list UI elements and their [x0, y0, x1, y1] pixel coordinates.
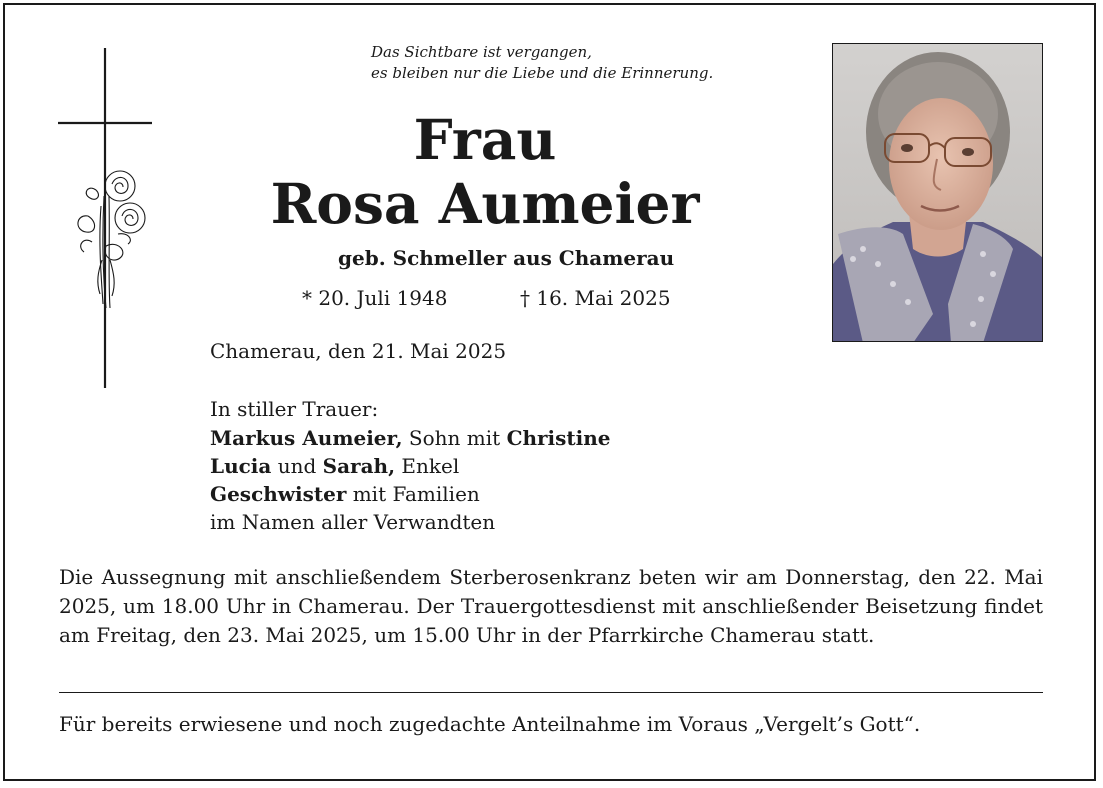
- cross-with-roses-icon: [58, 46, 154, 388]
- thanks-line: Für bereits erwiesene und noch zugedachte Anteilnahme im Voraus „Vergelt’s Gott“.: [59, 712, 921, 736]
- mourning-intro: In stiller Trauer:: [210, 397, 379, 421]
- maiden-name: geb. Schmeller aus Chamerau: [338, 246, 675, 270]
- mourner-line: [210, 452, 611, 480]
- service-details: Die Aussegnung mit anschließendem Sterberosenkranz beten wir am Donnerstag, den 22. Mai 2025, um 18.00 Uhr in Chamerau. Der Trauergottesdienst mit anschließender Beisetzung findet am Freitag, den 23. Mai 2025, um 15.00 Uhr in der Pfarrkirche Chamerau statt.: [59, 565, 1043, 647]
- quote-line-1: Das Sichtbare ist vergangen,: [371, 43, 592, 61]
- mourner-line: [210, 424, 611, 452]
- mourner-name: Lucia: [210, 454, 272, 478]
- mourner-relation: und: [271, 454, 323, 478]
- birth-date: * 20. Juli 1948: [302, 286, 448, 310]
- mourner-name: Geschwister: [210, 482, 347, 506]
- deceased-name: Rosa Aumeier: [270, 171, 700, 236]
- portrait-photo: [832, 43, 1043, 342]
- salutation: Frau: [413, 107, 557, 172]
- mourner-relation: Sohn mit: [402, 426, 507, 450]
- mourner-name: Markus Aumeier,: [210, 426, 403, 450]
- portrait-image: [833, 44, 1043, 342]
- death-date: † 16. Mai 2025: [520, 286, 671, 310]
- mourner-relation: mit Familien: [346, 482, 480, 506]
- mourner-line: im Namen aller Verwandten: [210, 510, 496, 534]
- divider: [59, 692, 1043, 693]
- mourners-list: [210, 424, 611, 536]
- mourner-name: Christine: [506, 426, 611, 450]
- mourner-line: [210, 480, 611, 508]
- quote-line-2: es bleiben nur die Liebe und die Erinnerung.: [371, 64, 714, 82]
- memorial-quote: [371, 42, 713, 84]
- mourner-name: Sarah,: [322, 454, 396, 478]
- mourner-relation: Enkel: [395, 454, 460, 478]
- place-and-date: Chamerau, den 21. Mai 2025: [210, 339, 507, 363]
